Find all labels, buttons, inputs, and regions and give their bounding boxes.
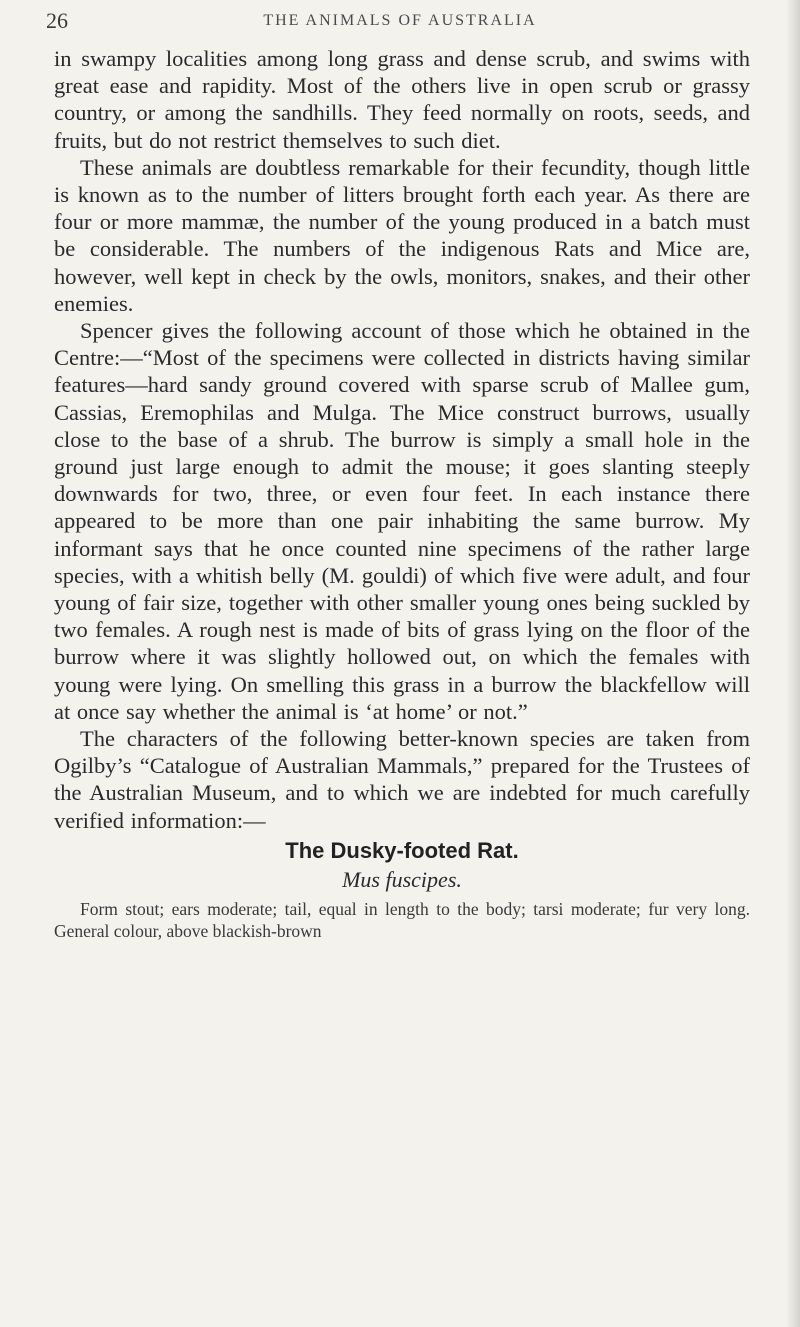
paragraph: The characters of the following better-known species are taken from Ogilby’s “Catalogue of Australian Mammals,” prepared for the Trustees of the Australian Museum, and to which we are indebted for much carefully verified information:— xyxy=(54,726,750,833)
species-description: Form stout; ears moderate; tail, equal in length to the body; tarsi moderate; fur very long. General colour, above blackish-brown xyxy=(54,898,750,941)
paragraph: Spencer gives the following account of those which he obtained in the Centre:—“Most of the specimens were collected in districts having similar features—hard sandy ground covered with sparse scrub of Mallee gum, Cassias, Eremophilas and Mulga. The Mice construct burrows, usually close to the base of a shrub. The burrow is simply a small hole in the ground just large enough to admit the mouse; it goes slanting steeply downwards for two, three, or even four feet. In each instance there appeared to be more than one pair inhabiting the same burrow. My informant says that he once counted nine specimens of the rather large species, with a whitish belly (M. gouldi) of which five were adult, and four young of fair size, together with other smaller young ones being suckled by two females. A rough nest is made of bits of grass lying on the floor of the burrow where it was slightly hollowed out, on which the females with young were lying. On smelling this grass in a burrow the blackfellow will at once say whether the animal is ‘at home’ or not.” xyxy=(54,318,750,724)
species-heading: The Dusky-footed Rat. xyxy=(285,837,519,863)
page-header xyxy=(0,6,800,36)
running-title: THE ANIMALS OF AUSTRALIA xyxy=(263,12,537,29)
body-text xyxy=(54,45,750,942)
paragraph: These animals are doubtless remarkable for their fecundity, though little is known as to the number of litters brought forth each year. As there are four or more mammæ, the number of the young produced in a batch must be considerable. The numbers of the indigenous Rats and Mice are, however, well kept in check by the owls, monitors, snakes, and their other enemies. xyxy=(54,154,750,316)
page-number: 26 xyxy=(46,8,68,33)
page-edge-shadow xyxy=(786,0,800,1327)
species-scientific-name: Mus fuscipes. xyxy=(342,866,462,892)
paragraph: in swampy localities among long grass and dense scrub, and swims with great ease and rapidity. Most of the others live in open scrub or grassy country, or among the sandhills. They feed normally on roots, seeds, and fruits, but do not restrict themselves to such diet. xyxy=(54,46,750,153)
